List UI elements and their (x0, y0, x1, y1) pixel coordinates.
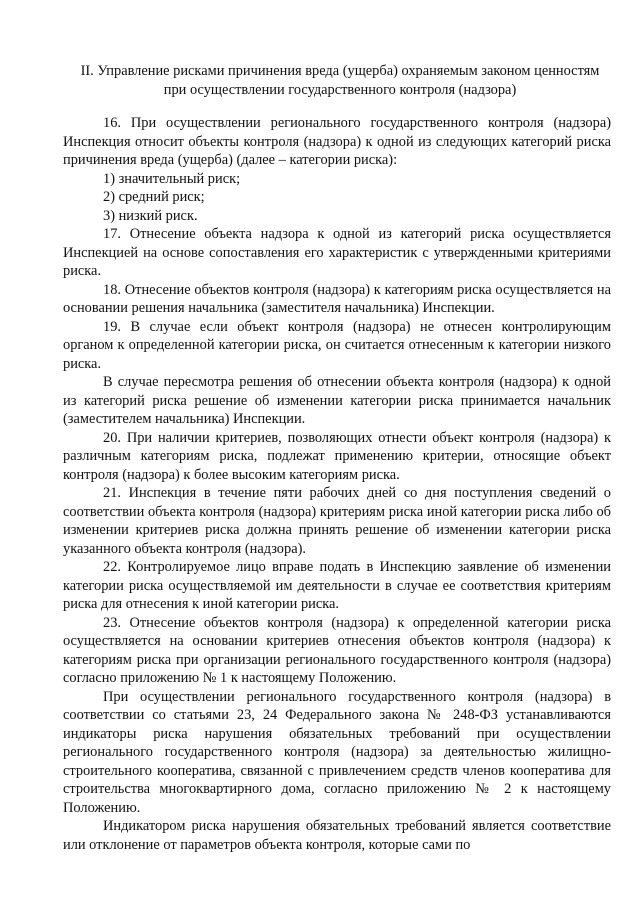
document-body (63, 114, 611, 854)
section-heading (40, 62, 640, 100)
paragraph-20: 20. При наличии критериев, позволяющих отнести объект контроля (надзора) к различным категориям риска, подлежат применению критерии, относящие объект контроля (надзора) к более высоким категориям риска. (63, 429, 611, 483)
paragraph-18: 18. Отнесение объектов контроля (надзора) к категориям риска осуществляется на основании решения начальника (заместителя начальника) Инспекции. (63, 281, 611, 316)
paragraph-22: 22. Контролируемое лицо вправе подать в Инспекцию заявление об изменении категории риска осуществляемой им деятельности в случае ее соответствия критериям риска для отнесения к иной категории риска. (63, 559, 611, 612)
paragraph-21: 21. Инспекция в течение пяти рабочих дней со дня поступления сведений о соответствии объекта контроля (надзора) критериям риска иной категории риска либо об изменении критериев риска должна принять решение об изменении категории риска указанного объекта контроля (надзора). (63, 485, 611, 557)
section-heading-line-2: при осуществлении государственного контроля (надзора) (163, 82, 517, 98)
paragraph-23-indicator-definition: Индикатором риска нарушения обязательных требований является соответствие или отклонение от параметров объекта контроля, которые сами по (63, 818, 611, 853)
risk-category-1: 1) значительный риск; (103, 170, 241, 187)
paragraph-16: 16. При осуществлении регионального государственного контроля (надзора) Инспекция относит объекты контроля (надзора) к одной из следующих категорий риска причинения вреда (ущерба) (далее – категории риска): (63, 115, 611, 168)
section-heading-line-1: II. Управление рисками причинения вреда (ущерба) охраняемым законом ценностям (80, 63, 600, 79)
paragraph-23-indicators: При осуществлении регионального государственного контроля (надзора) в соответствии со статьями 23, 24 Федерального закона № 248-ФЗ устанавливаются индикаторы риска нарушения обязательных требований при осуществлении регионального государственного контроля (надзора) за деятельностью жилищно-строительного кооператива, связанной с привлечением средств членов кооператива для строительства многоквартирного дома, согласно приложению № 2 к настоящему Положению. (63, 688, 611, 816)
paragraph-23: 23. Отнесение объектов контроля (надзора) к определенной категории риска осуществляется на основании критериев отнесения объектов контроля (надзора) к категориям риска при организации регионального государственного контроля (надзора) согласно приложению № 1 к настоящему Положению. (63, 614, 611, 686)
paragraph-19: 19. В случае если объект контроля (надзора) не отнесен контролирующим органом к определенной категории риска, он считается отнесенным к категории низкого риска. (63, 318, 611, 372)
risk-category-3: 3) низкий риск. (103, 207, 198, 224)
risk-category-2: 2) средний риск; (103, 189, 205, 205)
paragraph-17: 17. Отнесение объекта надзора к одной из категорий риска осуществляется Инспекцией на основе сопоставления его характеристик с утвержденными критериями риска. (63, 226, 611, 279)
paragraph-19-continued: В случае пересмотра решения об отнесении объекта контроля (надзора) к одной из категорий риска решение об изменении категории риска принимается начальник (заместителем начальника) Инспекции. (63, 374, 611, 427)
